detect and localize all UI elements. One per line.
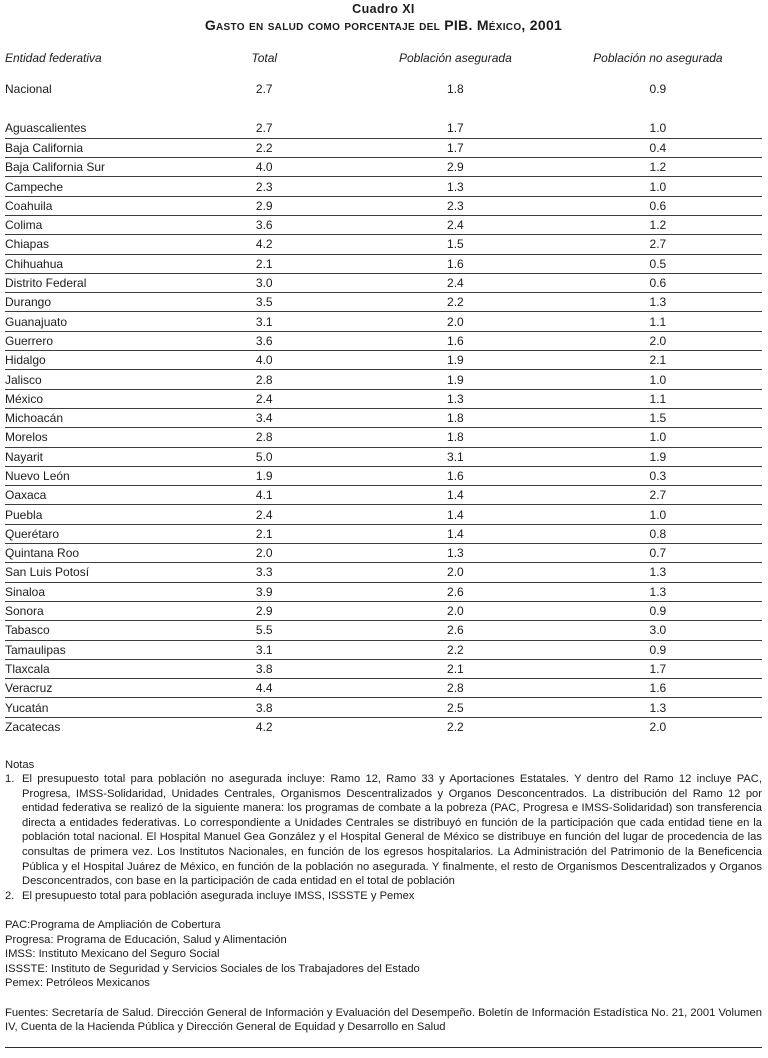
total-cell: 2.2 bbox=[255, 140, 273, 155]
entity-cell: Jalisco bbox=[5, 372, 42, 387]
insured-cell: 1.9 bbox=[447, 372, 464, 387]
entity-cell: Baja California Sur bbox=[5, 160, 106, 175]
national-row bbox=[5, 67, 762, 119]
insured-cell: 2.4 bbox=[447, 218, 464, 233]
total-cell: 4.0 bbox=[255, 160, 273, 175]
total-cell: 3.5 bbox=[255, 295, 273, 310]
uninsured-cell: 3.0 bbox=[649, 623, 667, 638]
table-row bbox=[5, 370, 762, 389]
state-rows bbox=[5, 119, 762, 737]
uninsured-cell: 0.9 bbox=[649, 604, 667, 619]
total-cell: 2.0 bbox=[255, 546, 273, 561]
table-row bbox=[5, 524, 762, 543]
uninsured-cell: 1.3 bbox=[649, 295, 667, 310]
table-title: Gasto en salud como porcentaje del PIB. México, 2001 bbox=[204, 17, 563, 33]
uninsured-cell: 2.0 bbox=[649, 333, 667, 348]
total-cell: 3.6 bbox=[255, 218, 273, 233]
entity-cell: Puebla bbox=[5, 507, 43, 522]
table-row bbox=[5, 235, 762, 254]
header-row bbox=[5, 45, 762, 67]
table-row bbox=[5, 582, 762, 601]
total-cell: 3.8 bbox=[255, 661, 273, 676]
sources-paragraph: Fuentes: Secretaría de Salud. Dirección General de Información y Evaluación del Desempeño. Boletín de Información Estadística No. 21, 2001 Volumen IV, Cuenta de la Hacienda Pública y Dirección General de Equidad y Desarrollo en Salud bbox=[5, 1006, 762, 1034]
total-cell: 3.1 bbox=[255, 642, 273, 657]
insured-cell: 2.2 bbox=[447, 720, 464, 735]
uninsured-cell: 1.0 bbox=[649, 430, 667, 445]
uninsured-cell: 2.7 bbox=[649, 488, 667, 503]
entity-cell: Sonora bbox=[5, 604, 44, 619]
entity-cell: Guerrero bbox=[5, 333, 54, 348]
uninsured-cell: 1.9 bbox=[649, 449, 667, 464]
uninsured-cell: 1.6 bbox=[649, 681, 667, 696]
abbreviation-line: ISSSTE: Instituto de Seguridad y Servicios Sociales de los Trabajadores del Estado bbox=[5, 962, 420, 975]
uninsured-cell: 2.7 bbox=[649, 237, 667, 252]
total-cell: 2.9 bbox=[255, 198, 273, 213]
uninsured-cell: 2.0 bbox=[649, 720, 667, 735]
entity-cell: Chiapas bbox=[5, 237, 50, 252]
bottom-rule bbox=[5, 1047, 762, 1048]
table-row bbox=[5, 447, 762, 466]
entity-cell: Morelos bbox=[5, 430, 48, 445]
table-row bbox=[5, 621, 762, 640]
entity-cell: Sinaloa bbox=[5, 584, 46, 599]
insured-cell: 1.9 bbox=[447, 353, 464, 368]
table-row bbox=[5, 679, 762, 698]
entity-cell: Querétaro bbox=[5, 526, 60, 541]
uninsured-cell: 0.6 bbox=[649, 276, 667, 291]
table-row bbox=[5, 331, 762, 350]
insured-cell: 2.6 bbox=[447, 623, 464, 638]
total-cell: 4.2 bbox=[255, 720, 273, 735]
table-row bbox=[5, 138, 762, 157]
insured-cell: 2.0 bbox=[447, 565, 464, 580]
abbreviation-line: Pemex: Petróleos Mexicanos bbox=[5, 977, 150, 990]
total-cell: 3.3 bbox=[255, 565, 273, 580]
total-cell: 2.9 bbox=[255, 604, 273, 619]
notes-section bbox=[5, 758, 762, 1035]
notes-heading: Notas bbox=[5, 758, 35, 771]
uninsured-cell: 1.5 bbox=[649, 411, 667, 426]
health-spending-table bbox=[5, 45, 762, 737]
uninsured-cell: 1.0 bbox=[649, 372, 667, 387]
insured-cell: 1.3 bbox=[447, 391, 464, 406]
total-cell: 4.1 bbox=[255, 488, 273, 503]
col-header-insured: Población asegurada bbox=[399, 51, 512, 65]
abbreviation-list bbox=[5, 918, 762, 991]
entity-cell: México bbox=[5, 391, 44, 406]
insured-cell: 2.3 bbox=[447, 198, 464, 213]
total-cell: 2.7 bbox=[255, 82, 273, 96]
insured-cell: 3.1 bbox=[447, 449, 464, 464]
table-row bbox=[5, 640, 762, 659]
total-cell: 3.8 bbox=[255, 700, 273, 715]
entity-cell: Tabasco bbox=[5, 623, 50, 638]
uninsured-cell: 1.2 bbox=[649, 160, 667, 175]
note-number: 1. bbox=[5, 773, 15, 786]
uninsured-cell: 0.6 bbox=[649, 198, 667, 213]
entity-cell: Baja California bbox=[5, 140, 84, 155]
table-row bbox=[5, 408, 762, 427]
total-cell: 1.9 bbox=[255, 468, 273, 483]
insured-cell: 1.7 bbox=[447, 121, 464, 136]
table-row bbox=[5, 428, 762, 447]
uninsured-cell: 1.1 bbox=[649, 391, 667, 406]
uninsured-cell: 0.9 bbox=[649, 642, 667, 657]
insured-cell: 1.8 bbox=[447, 82, 464, 96]
insured-cell: 1.4 bbox=[447, 526, 464, 541]
table-row bbox=[5, 273, 762, 292]
insured-cell: 2.0 bbox=[447, 314, 464, 329]
table-row bbox=[5, 312, 762, 331]
table-row bbox=[5, 698, 762, 717]
total-cell: 5.5 bbox=[255, 623, 273, 638]
total-cell: 2.3 bbox=[255, 179, 273, 194]
table-row bbox=[5, 254, 762, 273]
insured-cell: 1.3 bbox=[447, 546, 464, 561]
uninsured-cell: 0.9 bbox=[649, 82, 667, 96]
table-caption bbox=[5, 2, 762, 33]
abbreviation-line: IMSS: Instituto Mexicano del Seguro Social bbox=[5, 948, 220, 961]
total-cell: 3.4 bbox=[255, 411, 273, 426]
total-cell: 4.2 bbox=[255, 237, 273, 252]
uninsured-cell: 0.4 bbox=[649, 140, 667, 155]
table-row bbox=[5, 119, 762, 138]
table-number: Cuadro XI bbox=[352, 2, 415, 16]
entity-cell: Tlaxcala bbox=[5, 661, 50, 676]
insured-cell: 1.6 bbox=[447, 468, 464, 483]
total-cell: 2.4 bbox=[255, 507, 273, 522]
table-row bbox=[5, 601, 762, 620]
insured-cell: 2.0 bbox=[447, 604, 464, 619]
total-cell: 2.4 bbox=[255, 391, 273, 406]
note-text: El presupuesto total para población asegurada incluye IMSS, ISSSTE y Pemex bbox=[22, 889, 415, 902]
entity-cell: Quintana Roo bbox=[5, 546, 80, 561]
insured-cell: 2.5 bbox=[447, 700, 464, 715]
insured-cell: 1.4 bbox=[447, 507, 464, 522]
entity-cell: Oaxaca bbox=[5, 488, 47, 503]
abbreviation-line: Progresa: Programa de Educación, Salud y Alimentación bbox=[5, 933, 287, 946]
insured-cell: 1.6 bbox=[447, 333, 464, 348]
insured-cell: 2.6 bbox=[447, 584, 464, 599]
table-row bbox=[5, 196, 762, 215]
uninsured-cell: 1.1 bbox=[649, 314, 667, 329]
uninsured-cell: 0.5 bbox=[649, 256, 667, 271]
table-row bbox=[5, 351, 762, 370]
insured-cell: 2.2 bbox=[447, 295, 464, 310]
note-number: 2. bbox=[5, 889, 15, 902]
total-cell: 2.7 bbox=[255, 121, 273, 136]
insured-cell: 2.8 bbox=[447, 681, 464, 696]
table-row bbox=[5, 563, 762, 582]
insured-cell: 1.5 bbox=[447, 237, 464, 252]
entity-cell: Zacatecas bbox=[5, 720, 61, 735]
entity-cell: Campeche bbox=[5, 179, 64, 194]
total-cell: 2.8 bbox=[255, 372, 273, 387]
uninsured-cell: 0.3 bbox=[649, 468, 667, 483]
table-row bbox=[5, 158, 762, 177]
entity-cell: San Luis Potosí bbox=[5, 565, 90, 580]
total-cell: 4.0 bbox=[255, 353, 273, 368]
col-header-entity: Entidad federativa bbox=[5, 51, 102, 65]
total-cell: 3.9 bbox=[255, 584, 273, 599]
col-header-total: Total bbox=[251, 51, 278, 65]
entity-cell: Coahuila bbox=[5, 198, 53, 213]
col-header-uninsured: Población no asegurada bbox=[593, 51, 723, 65]
insured-cell: 2.4 bbox=[447, 276, 464, 291]
note-item-1 bbox=[5, 772, 762, 889]
uninsured-cell: 0.7 bbox=[649, 546, 667, 561]
total-cell: 5.0 bbox=[255, 449, 273, 464]
total-cell: 2.1 bbox=[255, 526, 273, 541]
table-row bbox=[5, 544, 762, 563]
insured-cell: 1.8 bbox=[447, 411, 464, 426]
table-row bbox=[5, 215, 762, 234]
uninsured-cell: 1.0 bbox=[649, 179, 667, 194]
total-cell: 4.4 bbox=[255, 681, 273, 696]
entity-cell: Aguascalientes bbox=[5, 121, 87, 136]
abbreviation-line: PAC:Programa de Ampliación de Cobertura bbox=[5, 919, 221, 932]
entity-cell: Michoacán bbox=[5, 411, 64, 426]
total-cell: 2.8 bbox=[255, 430, 273, 445]
entity-cell: Nuevo León bbox=[5, 468, 70, 483]
uninsured-cell: 1.0 bbox=[649, 121, 667, 136]
table-row bbox=[5, 293, 762, 312]
note-item-2 bbox=[5, 889, 762, 904]
uninsured-cell: 1.3 bbox=[649, 700, 667, 715]
entity-cell: Nayarit bbox=[5, 449, 44, 464]
table-row bbox=[5, 177, 762, 196]
total-cell: 2.1 bbox=[255, 256, 273, 271]
entity-cell: Hidalgo bbox=[5, 353, 46, 368]
uninsured-cell: 2.1 bbox=[649, 353, 667, 368]
insured-cell: 1.4 bbox=[447, 488, 464, 503]
note-text: El presupuesto total para población no asegurada incluye: Ramo 12, Ramo 33 y Aportaciones Estatales. Y dentro del Ramo 12 incluye PAC, Progresa, IMSS-Solidaridad, Unidades Centrales, Organismos Descentralizados y Organos Desconcentrados. La distribución del Ramo 12 por entidad federativa se realizó de la siguiente manera: los programas de combate a la pobreza (PAC, Progresa e IMSS-Solidaridad) son transferencia directa a entidades federativas. Lo correspondiente a Unidades Centrales se distribuyó en función de la participación que cada entidad tiene en la población total nacional. El Hospital Manuel Gea González y el Hospital General de México se distribuye en función del lugar de procedencia de las consultas de primera vez. Los Institutos Nacionales, en función de los egresos hospitalarios. La Administración del Patrimonio de la Beneficencia Pública y el Hospital Juárez de México, en función de la población no asegurada. Y finalmente, el resto de Organismos Descentralizados y Organos Desconcentrados, con base en la participación de cada entidad en el total de población bbox=[22, 773, 762, 888]
table-row bbox=[5, 466, 762, 485]
entity-cell: Chihuahua bbox=[5, 256, 64, 271]
entity-cell: Nacional bbox=[5, 82, 52, 96]
uninsured-cell: 0.8 bbox=[649, 526, 667, 541]
entity-cell: Distrito Federal bbox=[5, 276, 87, 291]
uninsured-cell: 1.2 bbox=[649, 218, 667, 233]
total-cell: 3.1 bbox=[255, 314, 273, 329]
table-row bbox=[5, 486, 762, 505]
uninsured-cell: 1.3 bbox=[649, 584, 667, 599]
table-row bbox=[5, 717, 762, 736]
insured-cell: 2.1 bbox=[447, 661, 464, 676]
total-cell: 3.6 bbox=[255, 333, 273, 348]
entity-cell: Colima bbox=[5, 218, 43, 233]
entity-cell: Guanajuato bbox=[5, 314, 68, 329]
entity-cell: Durango bbox=[5, 295, 52, 310]
entity-cell: Veracruz bbox=[5, 681, 53, 696]
insured-cell: 1.8 bbox=[447, 430, 464, 445]
total-cell: 3.0 bbox=[255, 276, 273, 291]
uninsured-cell: 1.7 bbox=[649, 661, 667, 676]
insured-cell: 1.7 bbox=[447, 140, 464, 155]
insured-cell: 1.3 bbox=[447, 179, 464, 194]
table-row bbox=[5, 389, 762, 408]
insured-cell: 1.6 bbox=[447, 256, 464, 271]
entity-cell: Tamaulipas bbox=[5, 642, 66, 657]
insured-cell: 2.9 bbox=[447, 160, 464, 175]
table-row bbox=[5, 505, 762, 524]
entity-cell: Yucatán bbox=[5, 700, 49, 715]
insured-cell: 2.2 bbox=[447, 642, 464, 657]
uninsured-cell: 1.0 bbox=[649, 507, 667, 522]
table-row bbox=[5, 659, 762, 678]
uninsured-cell: 1.3 bbox=[649, 565, 667, 580]
